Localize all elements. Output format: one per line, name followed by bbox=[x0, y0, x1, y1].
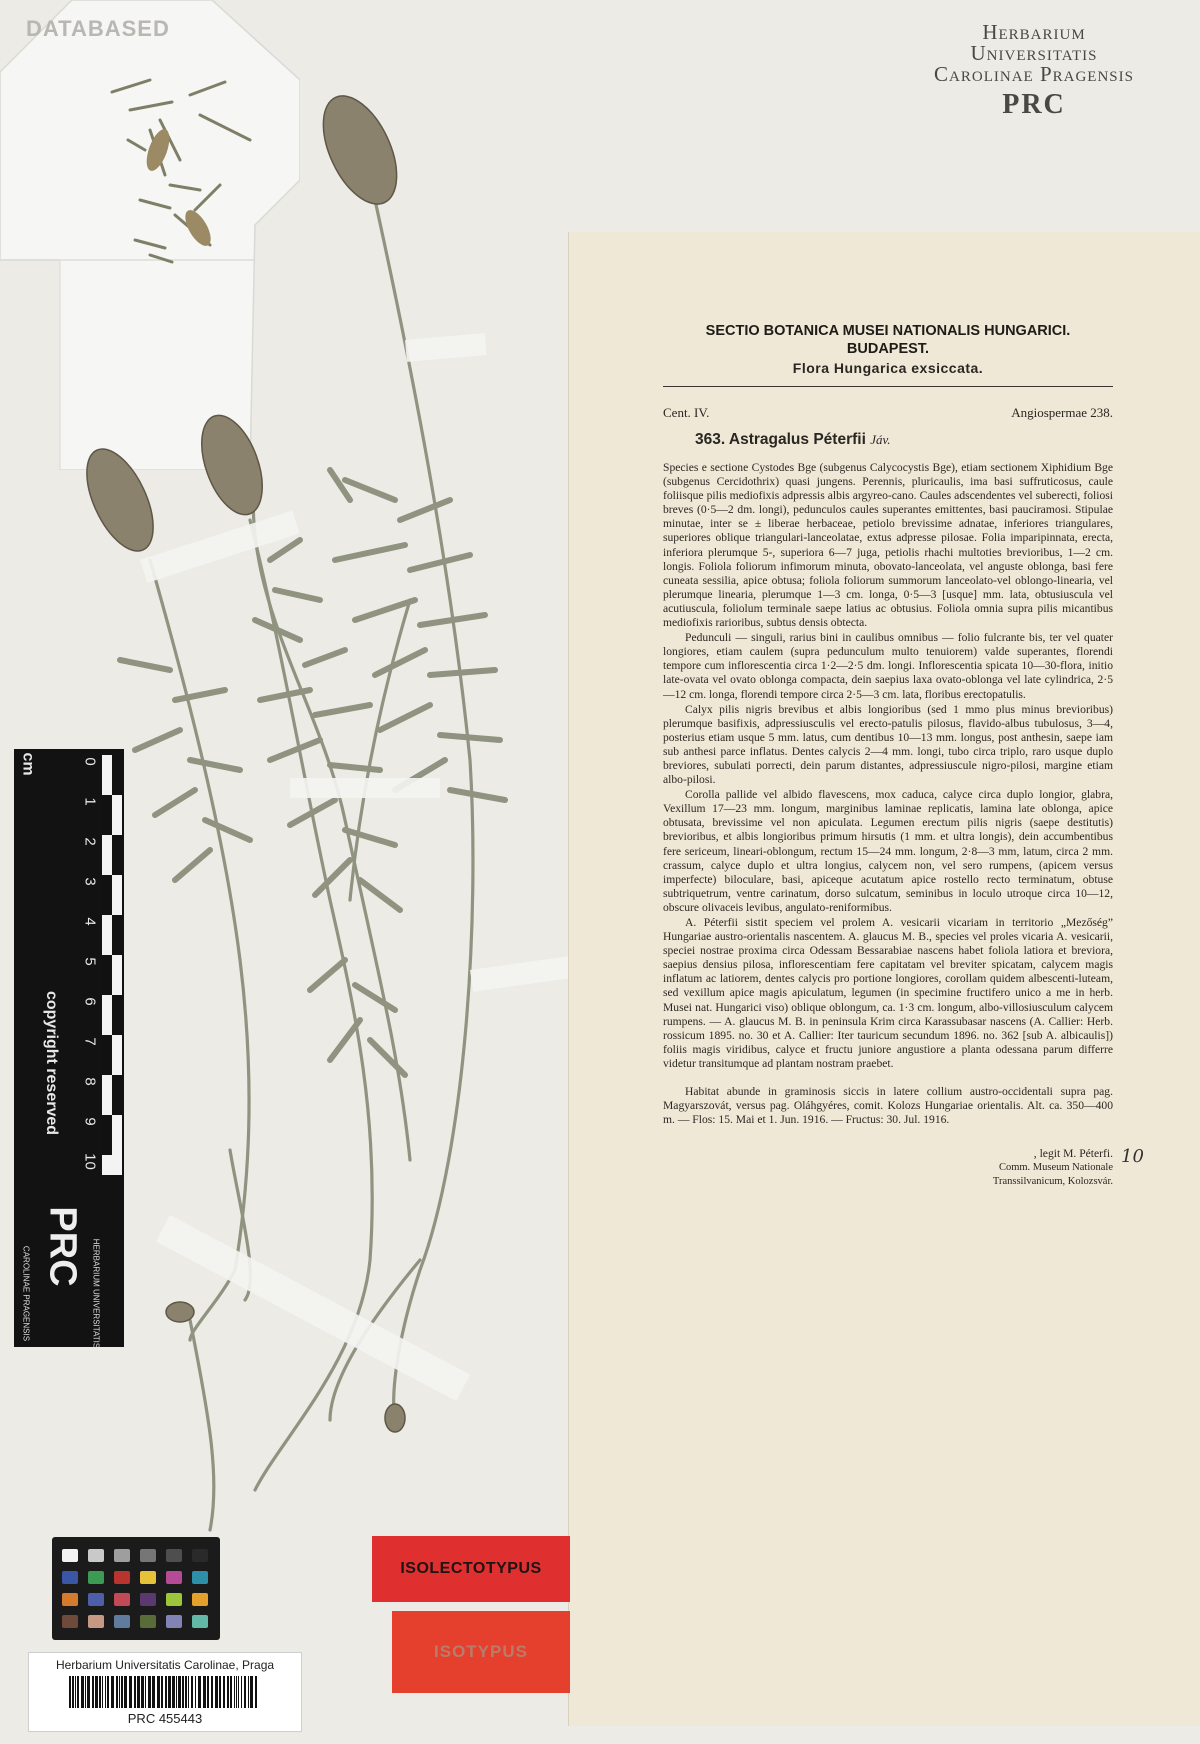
barcode-institution: Herbarium Universitatis Carolinae, Praga bbox=[55, 1658, 275, 1672]
ruler-number: 3 bbox=[81, 877, 99, 886]
comm-line: Transsilvanicum, Kolozsvár. bbox=[992, 1176, 1113, 1188]
barcode-stripe bbox=[105, 1676, 106, 1708]
checker-swatch bbox=[140, 1571, 156, 1584]
group: Angiospermae 238. bbox=[1011, 405, 1113, 420]
description-paragraph: Calyx pilis nigris brevibus et albis longioribus (sed 1 mmo plus minus brevioribus) plerumque basifixis, adpressiusculis vel erecto-patulis pilosus, flavido-albus tubulosus, 3—4, posterius etiam usque 5 mm. latus, cum dentibus 10—13 mm. longus, post anthesin, saepe iam sub anthesi parce inflatus. Dentes calycis 2—4 mm. longi, tubo circa triplo, raro usque duplo breviores, subulati porrecti, dein parum distantes, adpressiuscule nigro-pilosi, margine etiam albo-pilosi. bbox=[663, 702, 1113, 787]
barcode-stripe bbox=[250, 1676, 253, 1708]
isolectotypus-badge: ISOLECTOTYPUS bbox=[372, 1536, 570, 1602]
barcode-stripe bbox=[72, 1676, 74, 1708]
barcode-bars bbox=[69, 1676, 261, 1708]
barcode-stripe bbox=[75, 1676, 76, 1708]
barcode-stripe bbox=[95, 1676, 98, 1708]
ruler-side-text: HERBARIUM UNIVERSITATIS bbox=[91, 1238, 101, 1349]
checker-swatch bbox=[62, 1615, 78, 1628]
barcode-stripe bbox=[87, 1676, 90, 1708]
species-number: 363. bbox=[695, 431, 726, 448]
barcode-stripe bbox=[107, 1676, 109, 1708]
description-paragraph: Species e sectione Cystodes Bge (subgenus Calycocystis Bge), etiam sectionem Xiphidium Bge (subgenus Cercidothrix) quasi jungens. Perennis, pluricaulis, ima basi suffruticosus, caule foliisque pilis mediofixis adpressis albis argyreo-cano. Caules adscendentes vel suberecti, foliosi breves (0·5—2 dm. longi), pedunculos caules superantes emittentes, basi pauciramosi. Stipulae minutae, inter se ± liberae herbaceae, petiolo brevissime adnatae, inferiores triangulares, superiores oblique triangulari-lanceolatae, extus adpresse pilosae. Folia imparipinnata, erecta, inferiora plerumque 5-, superiora 6—7 juga, petiolis rhachi multoties brevioribus, 1—2 cm. longis. Foliola foliorum infimorum minuta, obovato-lanceolata, vel anguste oblonga, basi fere cuneata sessilia, apice obtusa; foliola foliorum summorum lanceolato-vel oblongo-linearia, vel plerumque linearia, plerumque 1—3 cm. longa, 0·5—3 [usque] mm. lata, obtusiuscula vel acutiuscula, foliolum terminale saepe latius ac obtusius. Foliola omnia supra pilis micantibus mediofixis rarioribus, subtus densis obtecta. bbox=[663, 461, 1113, 630]
barcode-stripe bbox=[111, 1676, 114, 1708]
barcode-number: PRC 455443 bbox=[127, 1711, 203, 1726]
ruler-number: 7 bbox=[81, 1037, 99, 1046]
barcode-stripe bbox=[219, 1676, 221, 1708]
barcode-label bbox=[28, 1652, 302, 1732]
description-paragraph: A. Péterfii sistit speciem vel prolem A. vesicarii vicariam in territorio „Mezőség” Hungariae austro-orientalis nascentem. A. glaucus M. B., species vel proles vicaria A. vesicarii, speciei nostrae proxima circa Odessam Bessarabiae nascens habet foliola latiora et breviora, saepius densius pilosa, inflorescentiam fere capitatam vel breviter spicatam, calycem magis inflatum ac latiorem, dentes calycis pro portione longiores, corollam quidem albescenti-luteam, sed vexillum apice magis apiculatum, legumen (in specimine fructifero unico a me in herb. Musei nat. Hungarici viso) oblique oblongum, ca. 1·3 cm. longum, albo-villosiusculum calycem rumpens. — A. glaucus M. B. in peninsula Krim circa Karassubasar nascens (A. Callier: Herb. rossicum 1895. no. 30 et A. Callier: Iter tauricum secundum 1896. no. 362 [sub A. albicaulis]) foliis magis viridibus, calyce et fructu juniore angustiore a planta odessana parum differre videtur transitumque ad plantam nostram praebet. bbox=[663, 916, 1113, 1070]
barcode-stripe bbox=[134, 1676, 136, 1708]
barcode-stripe bbox=[238, 1676, 239, 1708]
barcode-stripe bbox=[198, 1676, 201, 1708]
ruler-number: 1 bbox=[81, 797, 99, 806]
copyright-text-box bbox=[36, 969, 66, 1169]
color-checker bbox=[52, 1537, 220, 1640]
checker-swatch bbox=[62, 1571, 78, 1584]
ruler-number: 4 bbox=[81, 917, 99, 926]
ruler-scale-bar bbox=[102, 755, 122, 1175]
barcode-stripe bbox=[195, 1676, 196, 1708]
ruler-number: 5 bbox=[81, 957, 99, 966]
ruler-number: 0 bbox=[81, 757, 99, 766]
description-paragraph: Corolla pallide vel albido flavescens, mox caduca, calyce circa duplo longior, glabra, Vexillum 17—23 mm. longum, marginibus laminae replicatis, lamina late oblonga, apice obtusata, brevissime vel non apiculata. Legumen erectum pilis nigris (saepe destitutis) brevioribus, et albis longioribus primum hirsutis (1 mm. et ultra longis), dein accumbentibus fere sericeum, lineari-oblongum, rectum 15—24 mm. longum, 2·8—3 mm, latum, circa 2 mm. crassum, calyce duplo et ultra longius, calycem non, vel sero rumpens, (apicem versus imperfecte) biloculare, basi, apiceque acutatum apice rostello recto terminatum, obtuse subtriquetrum, ventre carinatum, dorso sulcatum, seminibus in loculo utroque circa 10—12, obscure olivaceis levibus, angulato-reniformibus. bbox=[663, 788, 1113, 914]
checker-swatch bbox=[114, 1615, 130, 1628]
barcode-stripe bbox=[157, 1676, 160, 1708]
barcode-stripe bbox=[121, 1676, 123, 1708]
barcode-stripe bbox=[85, 1676, 86, 1708]
checker-swatch bbox=[88, 1615, 104, 1628]
ruler-number: 6 bbox=[81, 997, 99, 1006]
barcode-stripe bbox=[223, 1676, 225, 1708]
checker-swatch bbox=[88, 1549, 104, 1562]
barcode-stripe bbox=[244, 1676, 246, 1708]
checker-swatch bbox=[166, 1593, 182, 1606]
ruler-side-text-box bbox=[18, 1245, 32, 1345]
checker-swatch bbox=[192, 1593, 208, 1606]
barcode-stripe bbox=[141, 1676, 144, 1708]
barcode-stripe bbox=[77, 1676, 79, 1708]
copyright-text: copyright reserved bbox=[43, 990, 60, 1136]
databased-stamp: DATABASED bbox=[26, 16, 170, 41]
barcode-stripe bbox=[168, 1676, 171, 1708]
barcode-stripe bbox=[129, 1676, 132, 1708]
collector-block bbox=[663, 1147, 1113, 1189]
barcode-stripe bbox=[248, 1676, 249, 1708]
barcode-stripe bbox=[188, 1676, 189, 1708]
species-name: Astragalus Péterfii bbox=[728, 431, 866, 448]
checker-swatch bbox=[192, 1571, 208, 1584]
checker-swatch bbox=[140, 1549, 156, 1562]
barcode-stripe bbox=[165, 1676, 167, 1708]
checker-swatch bbox=[114, 1593, 130, 1606]
barcode-stripe bbox=[137, 1676, 140, 1708]
herbarium-stamp-line: Universitatis bbox=[970, 41, 1098, 65]
specimen-label bbox=[568, 232, 1200, 1726]
checker-swatch bbox=[88, 1593, 104, 1606]
barcode-stripe bbox=[92, 1676, 94, 1708]
barcode-stripe bbox=[227, 1676, 229, 1708]
barcode-stripe bbox=[116, 1676, 118, 1708]
barcode-stripe bbox=[255, 1676, 257, 1708]
barcode-stripe bbox=[124, 1676, 127, 1708]
ruler-unit: cm bbox=[19, 752, 37, 776]
barcode-stripe bbox=[172, 1676, 175, 1708]
barcode-stripe bbox=[191, 1676, 193, 1708]
checker-swatch bbox=[166, 1615, 182, 1628]
checker-swatch bbox=[62, 1549, 78, 1562]
label-header-line: SECTIO BOTANICA MUSEI NATIONALIS HUNGARICI. bbox=[705, 323, 1071, 339]
herbarium-stamp-line: Carolinae Pragensis bbox=[934, 62, 1134, 86]
scale-ruler bbox=[14, 749, 124, 1347]
habitat-paragraph: Habitat abunde in graminosis siccis in latere collium austro-occidentali supra pag. Magyarszovát, versus pag. Oláhgyéres, comit. Kolozs Hungariae orientalis. Alt. ca. 350—400 m. — Flos: 15. Mai et 1. Jun. 1916. — Fructus: 30. Jul. 1916. bbox=[663, 1085, 1113, 1127]
comm-line: Comm. Museum Nationale bbox=[998, 1162, 1113, 1174]
ruler-side-text: CAROLINAE PRAGENSIS bbox=[21, 1245, 31, 1342]
checker-swatch bbox=[140, 1593, 156, 1606]
barcode-stripe bbox=[236, 1676, 237, 1708]
barcode-stripe bbox=[230, 1676, 232, 1708]
legit-line: , legit M. Péterfi. bbox=[1033, 1147, 1113, 1161]
barcode-stripe bbox=[211, 1676, 213, 1708]
checker-swatch bbox=[114, 1549, 130, 1562]
checker-swatch bbox=[114, 1571, 130, 1584]
ruler-side-text-box bbox=[88, 1238, 102, 1349]
ruler-number: 10 bbox=[81, 1153, 99, 1170]
checker-swatch bbox=[166, 1571, 182, 1584]
barcode-stripe bbox=[99, 1676, 101, 1708]
barcode-stripe bbox=[241, 1676, 242, 1708]
barcode-stripe bbox=[215, 1676, 218, 1708]
barcode-stripe bbox=[69, 1676, 71, 1708]
ruler-code-box bbox=[32, 1189, 92, 1309]
barcode-stripe bbox=[185, 1676, 187, 1708]
checker-swatch bbox=[62, 1593, 78, 1606]
barcode-stripe bbox=[102, 1676, 103, 1708]
checker-swatch bbox=[192, 1615, 208, 1628]
barcode-stripe bbox=[176, 1676, 177, 1708]
ruler-code: PRC bbox=[41, 1206, 84, 1287]
barcode-stripe bbox=[152, 1676, 155, 1708]
checker-swatch bbox=[192, 1549, 208, 1562]
herbarium-stamp-code: PRC bbox=[1002, 89, 1066, 120]
barcode-stripe bbox=[119, 1676, 120, 1708]
header-divider bbox=[663, 386, 1113, 387]
margin-note: 10 bbox=[1121, 1146, 1144, 1167]
barcode-stripe bbox=[161, 1676, 163, 1708]
checker-swatch bbox=[140, 1615, 156, 1628]
barcode-stripe bbox=[81, 1676, 84, 1708]
species-author: Jáv. bbox=[870, 432, 891, 447]
barcode-stripe bbox=[148, 1676, 151, 1708]
barcode-stripe bbox=[234, 1676, 235, 1708]
ruler-number: 9 bbox=[81, 1117, 99, 1126]
checker-swatch bbox=[88, 1571, 104, 1584]
ruler-number: 2 bbox=[81, 837, 99, 846]
barcode-stripe bbox=[145, 1676, 146, 1708]
herbarium-stamp-line: Herbarium bbox=[982, 20, 1086, 44]
isotypus-badge: ISOTYPUS bbox=[392, 1611, 570, 1693]
century: Cent. IV. bbox=[663, 405, 710, 420]
label-header-line: BUDAPEST. bbox=[846, 341, 930, 357]
barcode-stripe bbox=[182, 1676, 184, 1708]
checker-swatch bbox=[166, 1549, 182, 1562]
barcode-stripe bbox=[203, 1676, 206, 1708]
species-heading bbox=[695, 431, 1113, 449]
ruler-number: 8 bbox=[81, 1077, 99, 1086]
description-paragraph: Pedunculi — singuli, rarius bini in caulibus omnibus — folio fulcrante bis, ter vel quater longiores, etiam caulem (supra pedunculum multo tenuiorem) valde superantes, florendi tempore cum inflorescentia circa 1·2—2·5 dm. longi. Inflorescentia spicata 10—30-flora, initio late-ovata vel ovato oblonga compacta, dein saepius laxa ovato-oblonga vel late cylindrica, 2·5—12 cm. longa, florendi tempore circa 2·5—3 cm. lata, floribus erectopatulis. bbox=[663, 631, 1113, 701]
barcode-stripe bbox=[207, 1676, 209, 1708]
series-title: Flora Hungarica exsiccata. bbox=[792, 360, 984, 376]
barcode-stripe bbox=[178, 1676, 181, 1708]
